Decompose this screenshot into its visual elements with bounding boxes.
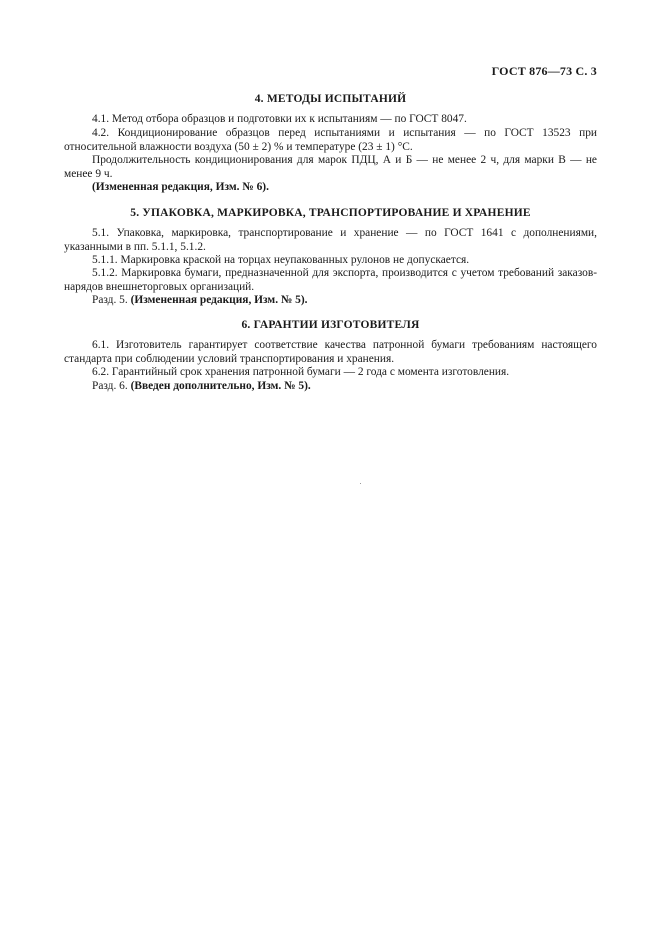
section-4-paragraph-2: 4.2. Кондиционирование образцов перед испытаниями и испытания — по ГОСТ 13523 при относительной влажности воздуха (50 ± 2) % и температуре (23 ± 1) °С. bbox=[64, 127, 597, 153]
page-header: ГОСТ 876—73 С. 3 bbox=[491, 64, 597, 78]
section-5-note bbox=[64, 294, 597, 308]
section-5-paragraph-1: 5.1. Упаковка, маркировка, транспортирование и хранение — по ГОСТ 1641 с дополнениями, указанными в пп. 5.1.1, 5.1.2. bbox=[64, 227, 597, 253]
section-4-note: (Измененная редакция, Изм. № 6). bbox=[92, 181, 269, 193]
section-6-note-text: (Введен дополнительно, Изм. № 5). bbox=[130, 380, 311, 392]
document-page bbox=[64, 0, 597, 936]
section-5-note-prefix: Разд. 5. bbox=[92, 294, 128, 306]
section-6-note bbox=[64, 380, 597, 394]
section-4-paragraph-1: 4.1. Метод отбора образцов и подготовки их к испытаниям — по ГОСТ 8047. bbox=[92, 113, 467, 125]
section-6-note-prefix: Разд. 6. bbox=[92, 380, 128, 392]
scan-speck bbox=[360, 483, 361, 484]
section-6-paragraph-2: 6.2. Гарантийный срок хранения патронной бумаги — 2 года с момента изготовления. bbox=[92, 366, 510, 378]
section-5-title: 5. УПАКОВКА, МАРКИРОВКА, ТРАНСПОРТИРОВАНИЕ И ХРАНЕНИЕ bbox=[130, 207, 531, 219]
section-5-note-text: (Измененная редакция, Изм. № 5). bbox=[130, 294, 308, 306]
section-6-title: 6. ГАРАНТИИ ИЗГОТОВИТЕЛЯ bbox=[241, 319, 420, 331]
section-5-paragraph-2: 5.1.1. Маркировка краской на торцах неупакованных рулонов не допускается. bbox=[92, 254, 470, 266]
section-4-title: 4. МЕТОДЫ ИСПЫТАНИЙ bbox=[254, 93, 407, 105]
section-5-paragraph-3: 5.1.2. Маркировка бумаги, предназначенной для экспорта, производится с учетом требований заказов-нарядов внешнеторговых организаций. bbox=[64, 267, 597, 293]
section-4-paragraph-3: Продолжительность кондиционирования для марок ПДЦ, А и Б — не менее 2 ч, для марки В — не менее 9 ч. bbox=[64, 154, 597, 180]
section-6-paragraph-1: 6.1. Изготовитель гарантирует соответствие качества патронной бумаги требованиям настоящего стандарта при соблюдении условий транспортирования и хранения. bbox=[64, 339, 597, 365]
